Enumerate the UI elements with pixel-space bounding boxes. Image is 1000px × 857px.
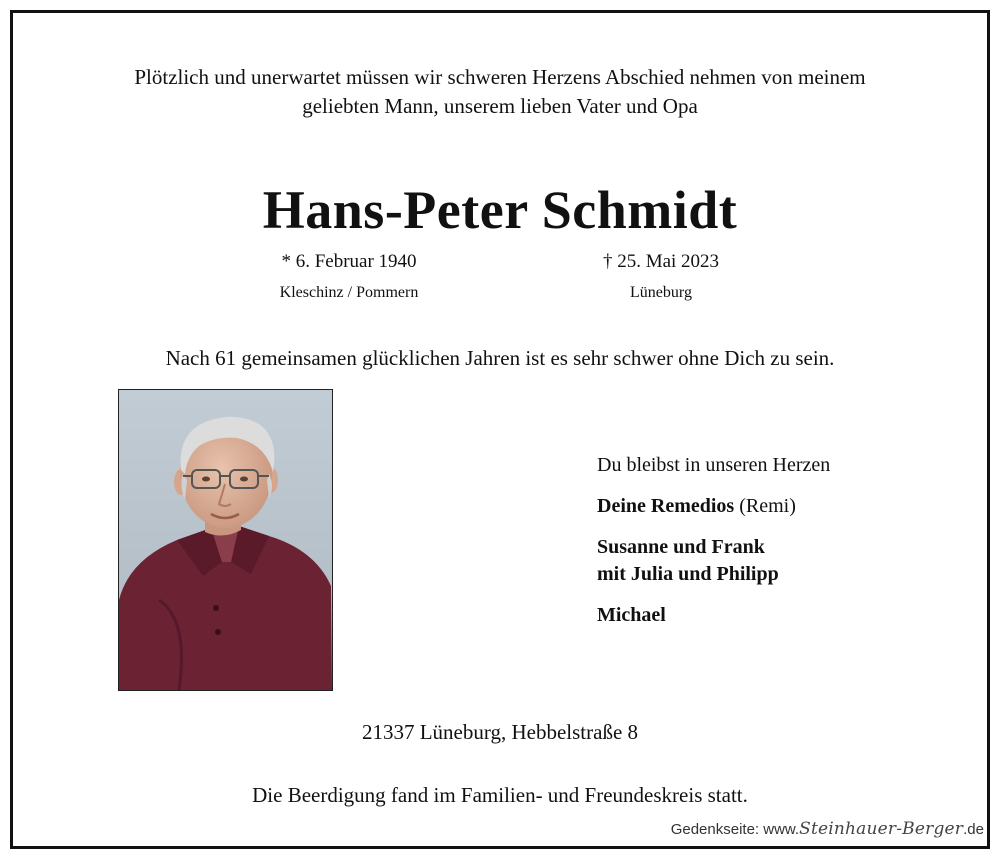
death-info xyxy=(541,250,781,303)
intro-line-1: Plötzlich und unerwartet müssen wir schweren Herzens Abschied nehmen von meinem xyxy=(134,65,866,89)
portrait-photo xyxy=(118,389,333,691)
credit-prefix: Gedenkseite: www. xyxy=(670,821,800,838)
mourners-lead: Du bleibst in unseren Herzen xyxy=(597,454,831,476)
family-line-3: Michael xyxy=(597,604,666,626)
spouse-name: Deine Remedios xyxy=(597,495,735,517)
intro-text xyxy=(0,63,1000,121)
death-place: Lüneburg xyxy=(630,284,692,301)
mourner-family xyxy=(597,534,917,588)
family-line-2: mit Julia und Philipp xyxy=(597,563,779,585)
birth-date: * 6. Februar 1940 xyxy=(281,251,417,272)
brand-logo-text: Steinhauer-Berger xyxy=(799,819,964,839)
mourners-block xyxy=(597,452,917,629)
portrait-illustration xyxy=(119,390,332,690)
spouse-nickname: (Remi) xyxy=(739,495,796,517)
credit-suffix: .de xyxy=(963,821,984,838)
mourner-spouse xyxy=(597,493,917,520)
deceased-name: Hans-Peter Schmidt xyxy=(262,180,738,240)
birth-info xyxy=(229,250,469,303)
birth-place: Kleschinz / Pommern xyxy=(279,284,419,301)
funeral-notice: Die Beerdigung fand im Familien- und Freundeskreis statt. xyxy=(252,783,748,807)
intro-line-2: geliebten Mann, unserem lieben Vater und Opa xyxy=(302,94,698,118)
death-date: † 25. Mai 2023 xyxy=(602,251,720,272)
address: 21337 Lüneburg, Hebbelstraße 8 xyxy=(361,720,639,744)
family-line-1: Susanne und Frank xyxy=(597,536,765,558)
memorial-sentence: Nach 61 gemeinsamen glücklichen Jahren ist es sehr schwer ohne Dich zu sein. xyxy=(165,346,835,370)
memorial-page-link[interactable] xyxy=(665,818,986,841)
